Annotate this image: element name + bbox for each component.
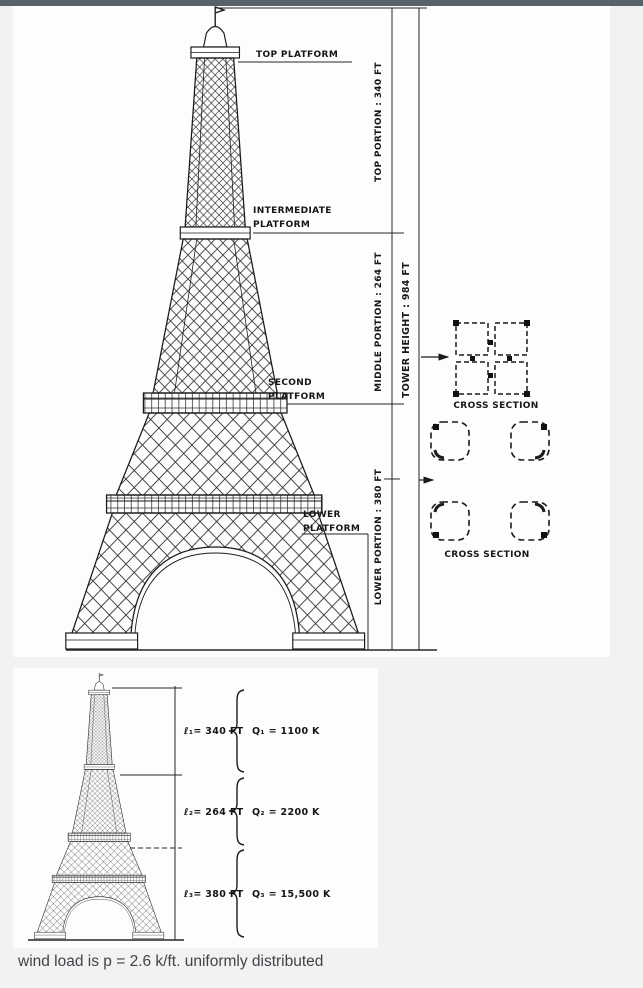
cross-section-upper bbox=[421, 320, 539, 411]
eiffel-tower-load-sketch bbox=[35, 674, 164, 939]
wind-load-note: wind load is p = 2.6 k/ft. uniformly distributed bbox=[18, 953, 324, 970]
segment-length-1: ℓ₁= 340 FT bbox=[184, 726, 244, 737]
portion-dimension-labels bbox=[374, 61, 412, 605]
cross-section-upper-label: CROSS SECTION bbox=[453, 401, 539, 411]
middle-portion-dim: MIDDLE PORTION : 264 FT bbox=[374, 252, 384, 392]
lower-platform-label-line1: LOWER bbox=[303, 510, 341, 520]
cross-section-lower-label: CROSS SECTION bbox=[444, 550, 530, 560]
lower-platform-label-line2: PLATFORM bbox=[303, 524, 361, 534]
intermediate-platform-label-line1: INTERMEDIATE bbox=[253, 206, 332, 216]
eiffel-tower-elevation-sketch bbox=[66, 7, 365, 649]
segment-length-3: ℓ₃= 380 FT bbox=[184, 889, 244, 900]
segment-load-1: Q₁ = 1100 K bbox=[252, 726, 320, 737]
tower-height-dim: TOWER HEIGHT : 984 FT bbox=[401, 261, 412, 399]
top-portion-dim: TOP PORTION : 340 FT bbox=[374, 61, 384, 183]
segment-length-2: ℓ₂= 264 FT bbox=[184, 807, 244, 818]
cross-section-lower bbox=[419, 422, 549, 560]
segment-load-3: Q₃ = 15,500 K bbox=[252, 889, 331, 900]
second-platform-label-line1: SECOND bbox=[268, 378, 312, 388]
intermediate-platform-label-line2: PLATFORM bbox=[253, 220, 311, 230]
second-platform-label-line2: PLATFORM bbox=[268, 392, 326, 402]
load-diagram-labels bbox=[183, 726, 331, 900]
segment-load-2: Q₂ = 2200 K bbox=[252, 807, 320, 818]
lower-portion-dim: LOWER PORTION : 380 FT bbox=[374, 468, 384, 606]
top-platform-label: TOP PLATFORM bbox=[256, 50, 339, 60]
